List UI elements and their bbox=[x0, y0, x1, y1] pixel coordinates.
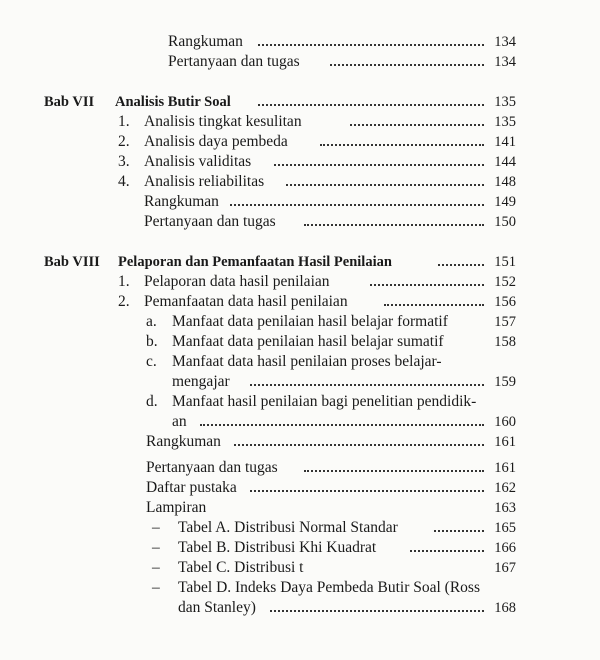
toc-entry-rangkuman bbox=[0, 432, 600, 452]
entry-number: 3. bbox=[118, 153, 130, 170]
dot-leader bbox=[200, 424, 484, 426]
entry-label: Rangkuman bbox=[146, 433, 221, 450]
entry-label: Tabel B. Distribusi Khi Kuadrat bbox=[178, 539, 377, 556]
entry-page-number: 141 bbox=[494, 134, 516, 150]
toc-entry-pertanyaan bbox=[0, 52, 600, 72]
toc-entry-viii-2 bbox=[0, 292, 600, 312]
entry-page-number: 166 bbox=[494, 540, 516, 556]
entry-dash: – bbox=[152, 579, 160, 596]
chapter-title: Analisis Butir Soal bbox=[115, 94, 231, 110]
entry-page-number: 162 bbox=[494, 480, 516, 496]
entry-page-number: 158 bbox=[494, 334, 516, 350]
toc-chapter-bab-vii bbox=[0, 92, 600, 112]
entry-dash: – bbox=[152, 519, 160, 536]
entry-page-number: 144 bbox=[494, 154, 516, 170]
entry-label: Tabel A. Distribusi Normal Standar bbox=[178, 519, 398, 536]
entry-label: Analisis reliabilitas bbox=[144, 173, 265, 190]
entry-label: Tabel D. Indeks Daya Pembeda Butir Soal (Ross bbox=[178, 579, 480, 596]
toc-entry-pertanyaan bbox=[0, 212, 600, 232]
toc-entry-vii-1 bbox=[0, 112, 600, 132]
entry-page-number: 135 bbox=[494, 114, 516, 130]
dot-leader bbox=[350, 124, 484, 126]
toc-entry-tabel-b bbox=[0, 538, 600, 558]
dot-leader bbox=[410, 550, 484, 552]
entry-page-number: 168 bbox=[494, 600, 516, 616]
dot-leader bbox=[370, 284, 484, 286]
entry-label: Daftar pustaka bbox=[146, 479, 237, 496]
entry-number: 1. bbox=[118, 113, 130, 130]
toc-chapter-bab-viii bbox=[0, 252, 600, 272]
entry-label: Lampiran bbox=[146, 499, 207, 516]
chapter-number: Bab VII bbox=[44, 94, 95, 110]
entry-page-number: 134 bbox=[494, 34, 516, 50]
toc-entry-daftar-pustaka bbox=[0, 478, 600, 498]
entry-number: 2. bbox=[118, 133, 130, 150]
entry-page-number: 148 bbox=[494, 174, 516, 190]
entry-page-number: 149 bbox=[494, 194, 516, 210]
toc-entry-vii-4 bbox=[0, 172, 600, 192]
toc-entry-viii-2a bbox=[0, 312, 600, 332]
entry-label: Pertanyaan dan tugas bbox=[144, 213, 276, 230]
dot-leader bbox=[270, 610, 484, 612]
entry-number: 4. bbox=[118, 173, 130, 190]
entry-number: d. bbox=[146, 393, 158, 410]
entry-label: Tabel C. Distribusi t bbox=[178, 559, 304, 576]
chapter-title: Pelaporan dan Pemanfaatan Hasil Penilaian bbox=[118, 254, 392, 270]
entry-page-number: 160 bbox=[494, 414, 516, 430]
entry-label: Manfaat data penilaian hasil belajar sumatif bbox=[172, 333, 444, 350]
dot-leader bbox=[274, 164, 484, 166]
toc-entry-viii-2b bbox=[0, 332, 600, 352]
toc-entry-viii-2c-cont bbox=[0, 372, 600, 392]
dot-leader bbox=[434, 530, 484, 532]
dot-leader bbox=[250, 384, 484, 386]
entry-page-number: 134 bbox=[494, 54, 516, 70]
toc-entry-viii-2c bbox=[0, 352, 600, 372]
dot-leader bbox=[304, 470, 484, 472]
entry-number: b. bbox=[146, 333, 158, 350]
entry-label: Manfaat data hasil penilaian proses belajar- bbox=[172, 353, 442, 370]
dot-leader bbox=[384, 304, 484, 306]
entry-dash: – bbox=[152, 539, 160, 556]
toc-entry-rangkuman bbox=[0, 32, 600, 52]
toc-entry-viii-1 bbox=[0, 272, 600, 292]
toc-entry-tabel-c bbox=[0, 558, 600, 578]
dot-leader bbox=[250, 490, 484, 492]
entry-page-number: 165 bbox=[494, 520, 516, 536]
entry-page-number: 152 bbox=[494, 274, 516, 290]
entry-label: an bbox=[172, 413, 187, 430]
entry-label: mengajar bbox=[172, 373, 230, 390]
dot-leader bbox=[330, 64, 484, 66]
dot-leader bbox=[286, 184, 484, 186]
entry-page-number: 156 bbox=[494, 294, 516, 310]
toc-entry-vii-3 bbox=[0, 152, 600, 172]
chapter-number: Bab VIII bbox=[44, 254, 100, 270]
toc-entry-pertanyaan bbox=[0, 458, 600, 478]
entry-number: 2. bbox=[118, 293, 130, 310]
entry-label: Manfaat hasil penilaian bagi penelitian pendidik- bbox=[172, 393, 477, 410]
dot-leader bbox=[230, 204, 484, 206]
dot-leader bbox=[438, 264, 484, 266]
entry-page-number: 163 bbox=[494, 500, 516, 516]
entry-label: Rangkuman bbox=[168, 33, 243, 50]
toc-entry-tabel-d-cont bbox=[0, 598, 600, 618]
toc-entry-lampiran bbox=[0, 498, 600, 518]
entry-dash: – bbox=[152, 559, 160, 576]
entry-page-number: 161 bbox=[494, 434, 516, 450]
entry-label: Pemanfaatan data hasil penilaian bbox=[144, 293, 348, 310]
entry-page-number: 161 bbox=[494, 460, 516, 476]
entry-label: Pertanyaan dan tugas bbox=[146, 459, 278, 476]
toc-entry-viii-2d-cont bbox=[0, 412, 600, 432]
entry-label: Analisis daya pembeda bbox=[144, 133, 288, 150]
entry-page-number: 159 bbox=[494, 374, 516, 390]
entry-number: c. bbox=[146, 353, 157, 370]
dot-leader bbox=[258, 44, 484, 46]
entry-page-number: 167 bbox=[494, 560, 516, 576]
entry-number: 1. bbox=[118, 273, 130, 290]
dot-leader bbox=[258, 104, 484, 106]
entry-label: Analisis validitas bbox=[144, 153, 252, 170]
dot-leader bbox=[320, 144, 484, 146]
entry-label: Manfaat data penilaian hasil belajar formatif bbox=[172, 313, 448, 330]
entry-page-number: 151 bbox=[494, 254, 516, 270]
toc-entry-tabel-d bbox=[0, 578, 600, 598]
entry-number: a. bbox=[146, 313, 157, 330]
toc-entry-tabel-a bbox=[0, 518, 600, 538]
entry-label: Pertanyaan dan tugas bbox=[168, 53, 300, 70]
entry-page-number: 135 bbox=[494, 94, 516, 110]
toc-entry-vii-2 bbox=[0, 132, 600, 152]
entry-page-number: 157 bbox=[494, 314, 516, 330]
dot-leader bbox=[234, 444, 484, 446]
toc-entry-viii-2d bbox=[0, 392, 600, 412]
toc-entry-rangkuman bbox=[0, 192, 600, 212]
entry-label: Analisis tingkat kesulitan bbox=[144, 113, 302, 130]
entry-label: Pelaporan data hasil penilaian bbox=[144, 273, 330, 290]
dot-leader bbox=[304, 224, 484, 226]
entry-label: Rangkuman bbox=[144, 193, 219, 210]
entry-label: dan Stanley) bbox=[178, 599, 256, 616]
entry-page-number: 150 bbox=[494, 214, 516, 230]
